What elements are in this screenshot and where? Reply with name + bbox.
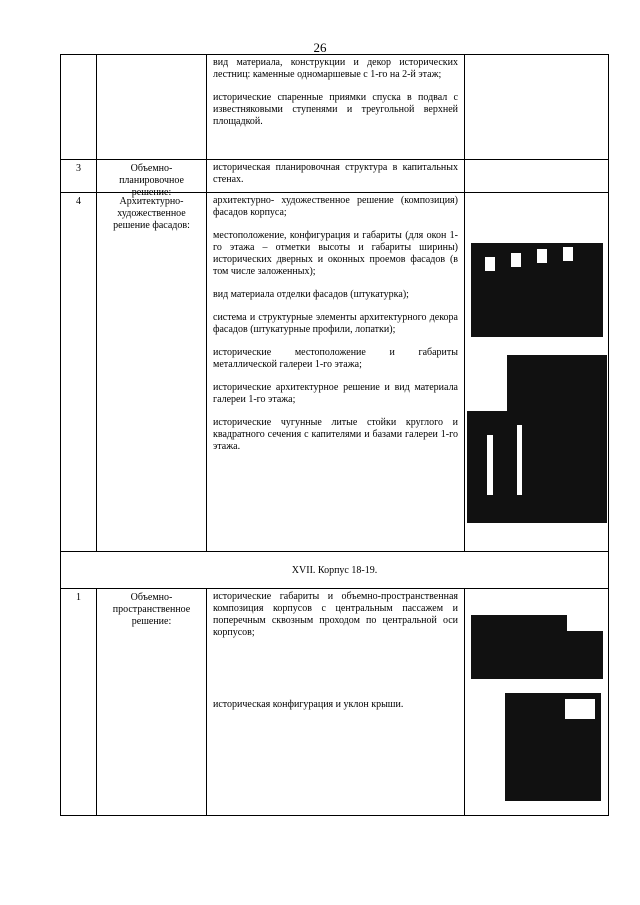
row-photo-cell (465, 589, 609, 815)
building-photo (471, 601, 603, 679)
description-paragraph: местоположение, конфигурация и габариты (для окон 1-го этажа – отметки высоты и габариты ширины) исторических дверных и оконных проемов фасадов (в том числе заложенных); (213, 230, 458, 277)
table-row (61, 589, 609, 816)
row-number: 3 (61, 160, 97, 192)
description-paragraph: исторические архитектурное решение и вид материала галереи 1-го этажа; (213, 382, 458, 405)
object-table (60, 54, 609, 816)
row-description (207, 160, 465, 192)
row-photo-cell (465, 193, 609, 551)
description-paragraph: историческая планировочная структура в капитальных стенах. (213, 162, 458, 185)
row-number: 4 (61, 193, 97, 551)
row-photo-cell (465, 160, 609, 192)
table-row (61, 193, 609, 552)
row-title: Объемно-планировочное решение: (97, 160, 207, 192)
row-title: Архитектурно-художественное решение фасадов: (97, 193, 207, 551)
row-number (61, 55, 97, 159)
page-number: 26 (313, 40, 327, 55)
row-description (207, 55, 465, 159)
description-paragraph: архитектурно- художественное решение (композиция) фасадов корпуса; (213, 195, 458, 218)
description-paragraph: система и структурные элементы архитектурного декора фасадов (штукатурные профили, лопатки); (213, 312, 458, 335)
description-paragraph: исторические габариты и объемно-пространственная композиция корпусов с центральным пассажем и поперечным сквозным проходом по центральной оси корпусов; (213, 591, 458, 638)
section-title: XVII. Корпус 18-19. (61, 552, 609, 589)
row-description (207, 589, 465, 815)
row-title: Объемно-пространственное решение: (97, 589, 207, 815)
table-row (61, 54, 609, 160)
facade-photo (471, 207, 603, 337)
table-row (61, 160, 609, 198)
description-paragraph: исторические спаренные приямки спуска в подвал с известняковыми ступенями и треугольной верхней площадкой. (213, 92, 458, 127)
description-paragraph: вид материала, конструкции и декор исторических лестниц: каменные одномаршевые с 1-го на 2-й этаж; (213, 57, 458, 80)
row-description (207, 193, 465, 551)
row-title (97, 55, 207, 159)
description-paragraph: исторические чугунные литые стойки круглого и квадратного сечения с капителями и базами галереи 1-го этажа. (213, 417, 458, 452)
description-paragraph: историческая конфигурация и уклон крыши. (213, 699, 404, 710)
description-paragraph: исторические местоположение и габариты металлической галереи 1-го этажа; (213, 347, 458, 370)
description-paragraph: вид материала отделки фасадов (штукатурка); (213, 289, 409, 300)
roof-photo (505, 693, 601, 801)
gallery-photo (467, 355, 607, 523)
row-number: 1 (61, 589, 97, 815)
row-photo-cell (465, 55, 609, 159)
